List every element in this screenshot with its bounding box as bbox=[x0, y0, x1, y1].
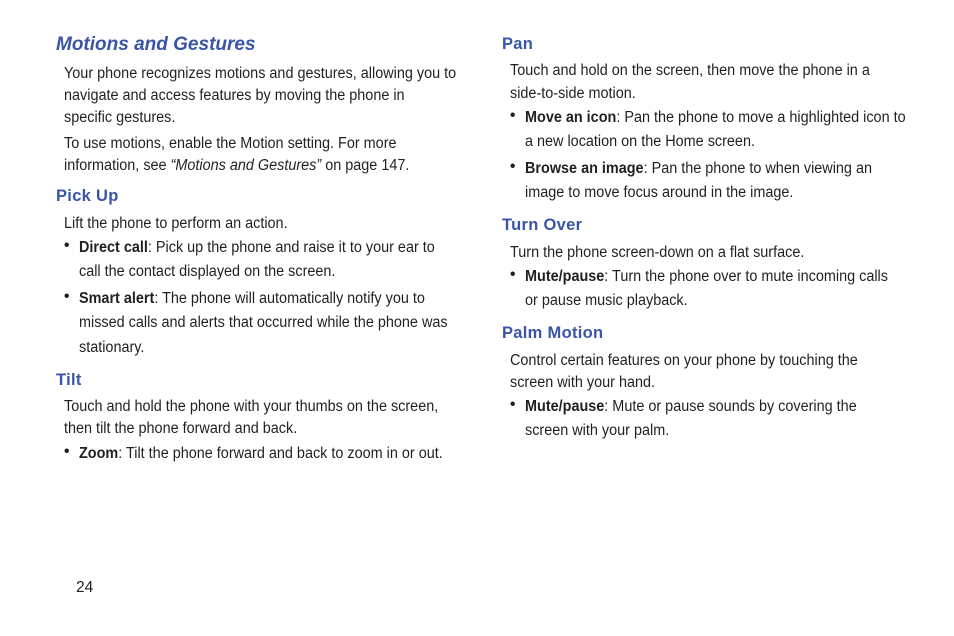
bullet-line: call the contact displayed on the screen. bbox=[79, 263, 336, 280]
bullet-term: Browse an image bbox=[525, 160, 644, 177]
palm-desc: Control certain features on your phone by touching the bbox=[510, 352, 858, 369]
bullet-icon: • bbox=[64, 237, 70, 254]
intro2-text: on page 147. bbox=[321, 157, 410, 174]
bullet-icon: • bbox=[510, 396, 516, 413]
bullet-term: Mute/pause bbox=[525, 268, 605, 285]
bullet-line bbox=[79, 288, 425, 310]
bullet-line: or pause music playback. bbox=[525, 292, 688, 309]
pan-desc: side-to-side motion. bbox=[510, 85, 636, 102]
bullet-term: Direct call bbox=[79, 239, 148, 256]
heading-palm-motion: Palm Motion bbox=[502, 324, 604, 342]
bullet-line bbox=[79, 443, 443, 465]
intro2-line: To use motions, enable the Motion setting. For more bbox=[64, 135, 397, 152]
bullet-term: Zoom bbox=[79, 445, 119, 462]
turn-over-desc: Turn the phone screen-down on a flat surface. bbox=[510, 244, 805, 261]
palm-desc: screen with your hand. bbox=[510, 374, 656, 391]
bullet-line: a new location on the Home screen. bbox=[525, 133, 755, 150]
intro-line: specific gestures. bbox=[64, 109, 176, 126]
intro-line: navigate and access features by moving the phone in bbox=[64, 87, 405, 104]
bullet-line bbox=[525, 107, 906, 129]
bullet-line bbox=[525, 158, 872, 180]
pick-up-desc: Lift the phone to perform an action. bbox=[64, 215, 288, 232]
bullet-term: Smart alert bbox=[79, 290, 155, 307]
bullet-text: : Mute or pause sounds by covering the bbox=[604, 398, 857, 415]
intro-line: Your phone recognizes motions and gestures, allowing you to bbox=[64, 65, 457, 82]
bullet-text: : Pan the phone to when viewing an bbox=[643, 160, 872, 177]
tilt-desc: then tilt the phone forward and back. bbox=[64, 420, 298, 437]
bullet-icon: • bbox=[510, 107, 516, 124]
bullet-line bbox=[525, 266, 888, 288]
page-number: 24 bbox=[76, 579, 94, 596]
bullet-line: image to move focus around in the image. bbox=[525, 184, 794, 201]
heading-pan: Pan bbox=[502, 35, 534, 53]
heading-pick-up: Pick Up bbox=[56, 187, 119, 205]
bullet-text: : Tilt the phone forward and back to zoom in or out. bbox=[118, 445, 443, 462]
bullet-term: Mute/pause bbox=[525, 398, 605, 415]
bullet-icon: • bbox=[510, 266, 516, 283]
bullet-text: : Pan the phone to move a highlighted icon to bbox=[616, 109, 906, 126]
bullet-line bbox=[525, 396, 857, 418]
bullet-text: : Turn the phone over to mute incoming calls bbox=[604, 268, 888, 285]
bullet-line: missed calls and alerts that occurred while the phone was bbox=[79, 314, 448, 331]
bullet-line: screen with your palm. bbox=[525, 422, 670, 439]
bullet-icon: • bbox=[64, 443, 70, 460]
tilt-desc: Touch and hold the phone with your thumbs on the screen, bbox=[64, 398, 439, 415]
bullet-line bbox=[79, 237, 435, 259]
bullet-icon: • bbox=[64, 288, 70, 305]
bullet-icon: • bbox=[510, 158, 516, 175]
section-title: Motions and Gestures bbox=[56, 34, 256, 55]
intro2-text: information, see bbox=[64, 157, 171, 174]
cross-reference-link[interactable]: “Motions and Gestures” bbox=[170, 157, 322, 174]
heading-tilt: Tilt bbox=[56, 371, 82, 389]
pan-desc: Touch and hold on the screen, then move the phone in a bbox=[510, 62, 870, 79]
bullet-term: Move an icon bbox=[525, 109, 617, 126]
bullet-text: : The phone will automatically notify you to bbox=[154, 290, 425, 307]
intro2-line bbox=[64, 155, 409, 177]
heading-turn-over: Turn Over bbox=[502, 216, 583, 234]
bullet-text: : Pick up the phone and raise it to your ear to bbox=[147, 239, 435, 256]
bullet-line: stationary. bbox=[79, 339, 145, 356]
